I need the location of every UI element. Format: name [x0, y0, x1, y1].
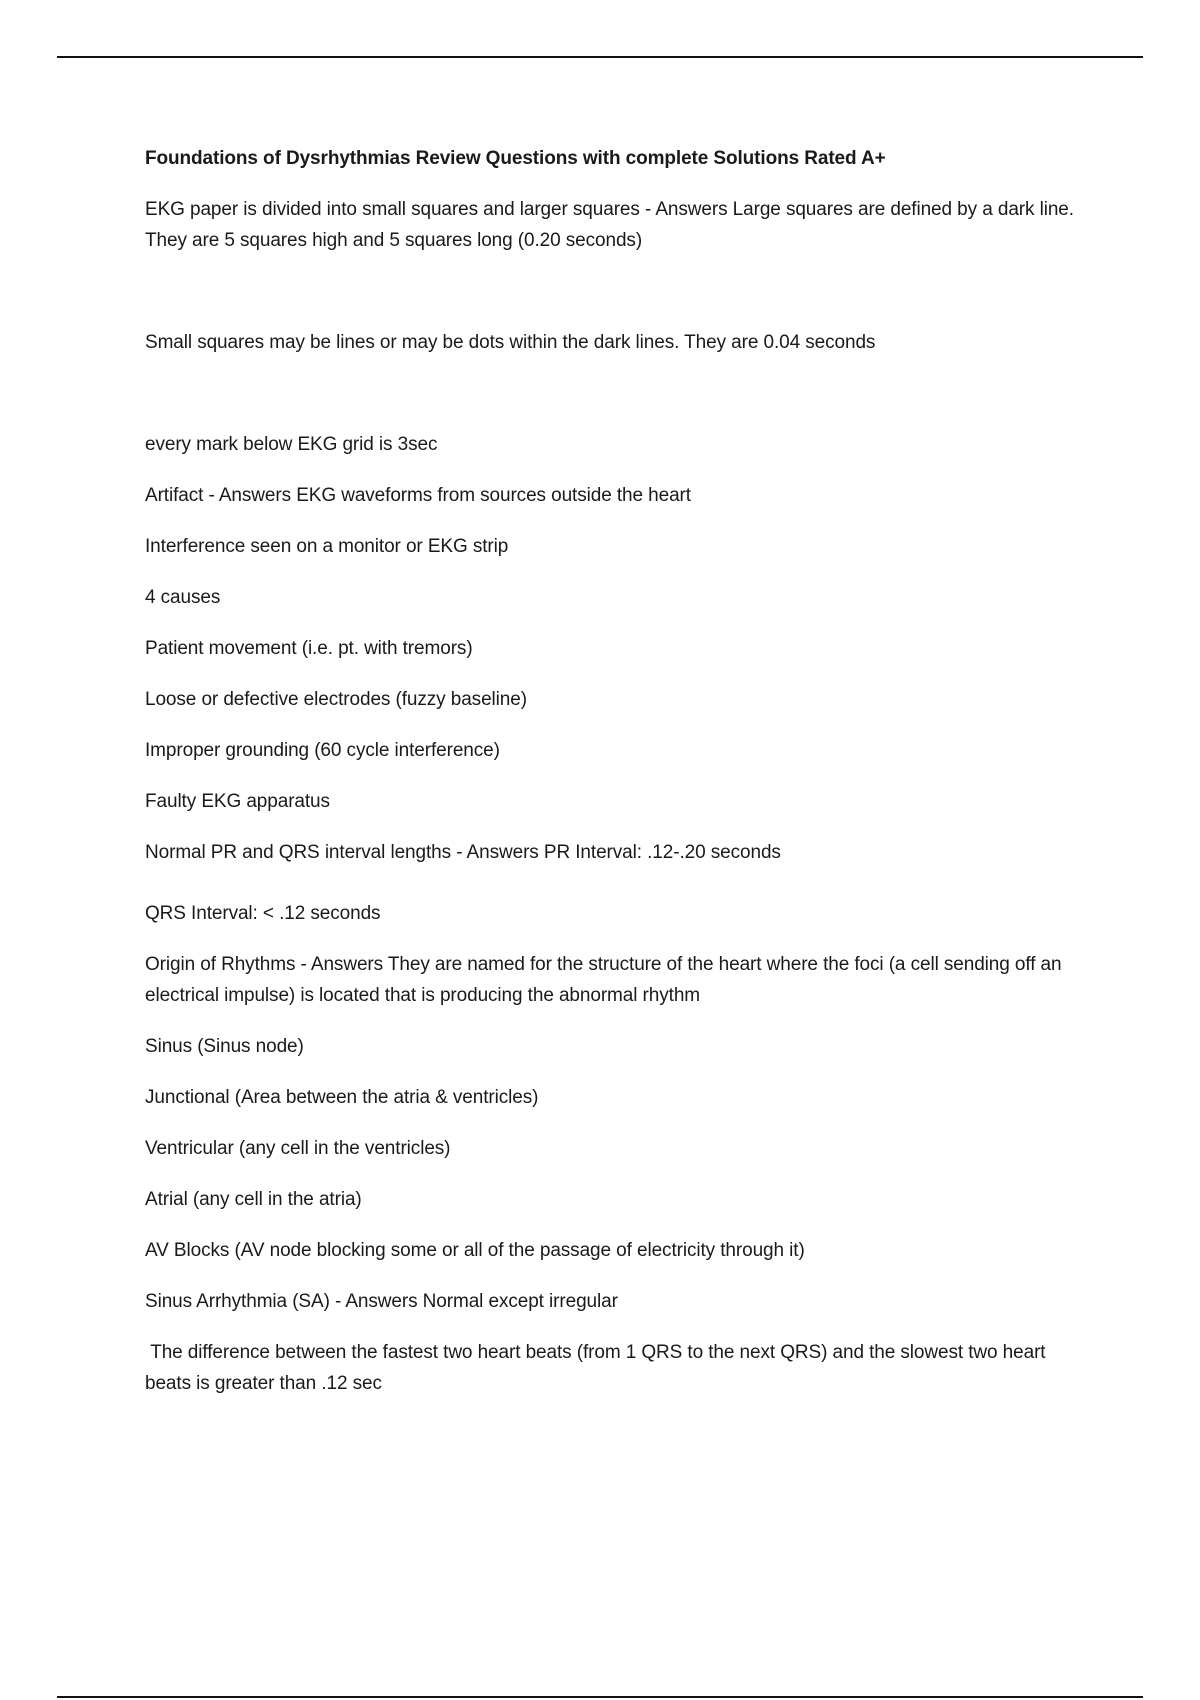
paragraph: Origin of Rhythms - Answers They are named for the structure of the heart where the foci (a cell sending off an electrical impulse) is located that is producing the abnormal rhythm: [145, 954, 1067, 1006]
paragraph: Patient movement (i.e. pt. with tremors): [145, 638, 473, 659]
paragraph: Sinus Arrhythmia (SA) - Answers Normal except irregular: [145, 1291, 618, 1312]
paragraph: Junctional (Area between the atria & ventricles): [145, 1087, 539, 1108]
paragraph: every mark below EKG grid is 3sec: [145, 434, 438, 455]
paragraph: Small squares may be lines or may be dots within the dark lines. They are 0.04 seconds: [145, 332, 876, 353]
paragraph: EKG paper is divided into small squares and larger squares - Answers Large squares are defined by a dark line. They are 5 squares high and 5 squares long (0.20 seconds): [145, 199, 1079, 251]
document-title: Foundations of Dysrhythmias Review Questions with complete Solutions Rated A+: [145, 148, 886, 169]
paragraph: Ventricular (any cell in the ventricles): [145, 1138, 451, 1159]
paragraph: QRS Interval: < .12 seconds: [145, 903, 381, 924]
paragraph: 4 causes: [145, 587, 221, 608]
paragraph: Atrial (any cell in the atria): [145, 1189, 362, 1210]
bottom-rule: [57, 1696, 1143, 1698]
paragraph: Interference seen on a monitor or EKG strip: [145, 536, 509, 557]
top-rule: [57, 56, 1143, 58]
document-body: [145, 144, 1095, 1419]
paragraph: Normal PR and QRS interval lengths - Answers PR Interval: .12-.20 seconds: [145, 842, 781, 863]
paragraph: Loose or defective electrodes (fuzzy baseline): [145, 689, 527, 710]
paragraph: The difference between the fastest two heart beats (from 1 QRS to the next QRS) and the slowest two heart beats is greater than .12 sec: [145, 1342, 1051, 1394]
paragraph: Artifact - Answers EKG waveforms from sources outside the heart: [145, 485, 691, 506]
paragraph: AV Blocks (AV node blocking some or all of the passage of electricity through it): [145, 1240, 805, 1261]
paragraph: Faulty EKG apparatus: [145, 791, 330, 812]
paragraph: Improper grounding (60 cycle interference): [145, 740, 500, 761]
paragraph: Sinus (Sinus node): [145, 1036, 304, 1057]
